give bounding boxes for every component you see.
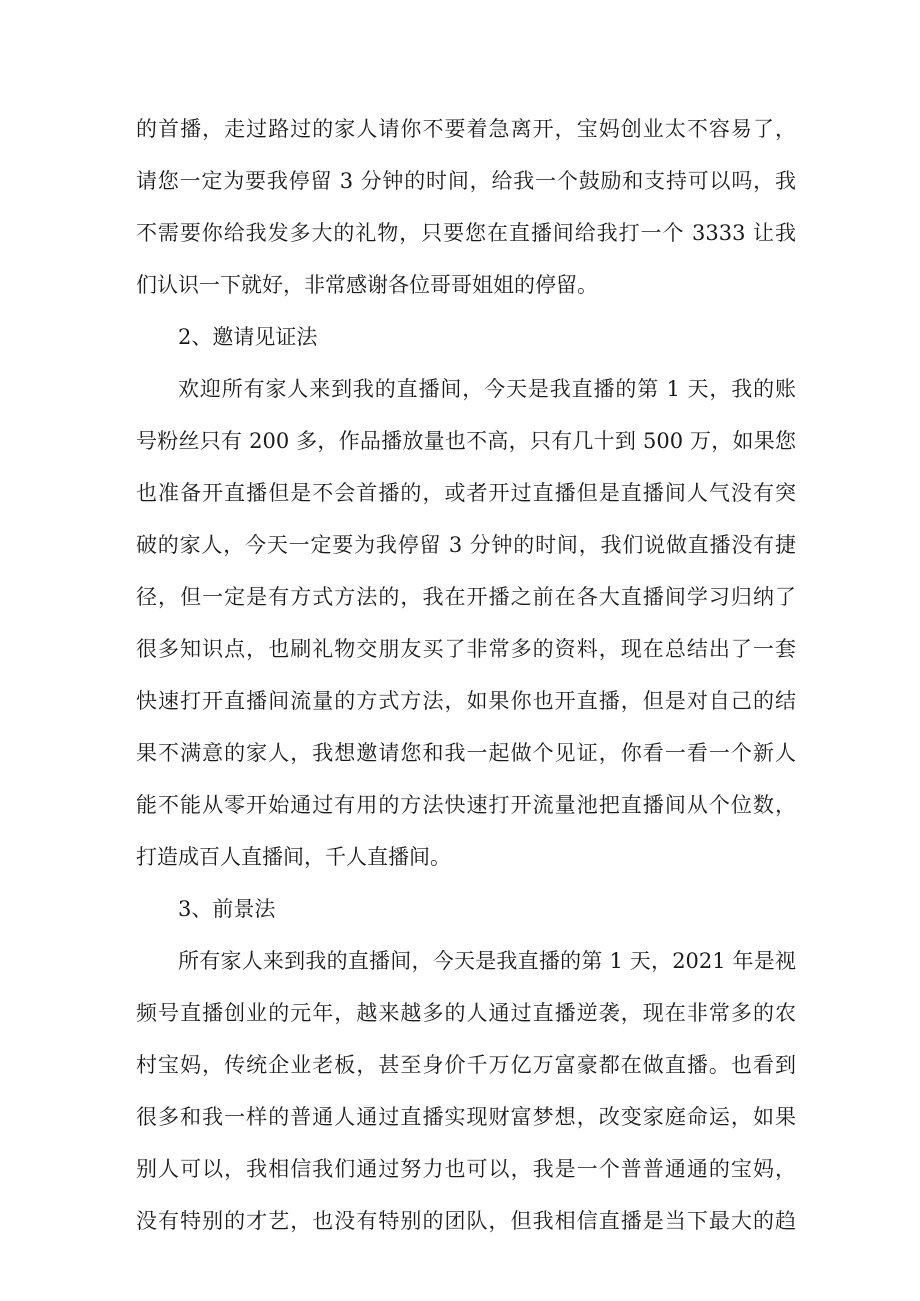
text-line: 很多和我一样的普通人通过直播实现财富梦想，改变家庭命运，如果 — [136, 1105, 796, 1129]
text-line: 所有家人来到我的直播间，今天是我直播的第 1 天，2021 年是视 — [178, 949, 796, 973]
text-line: 没有特别的才艺，也没有特别的团队，但我相信直播是当下最大的趋 — [136, 1209, 796, 1233]
text-line: 村宝妈，传统企业老板，甚至身价千万亿万富豪都在做直播。也看到 — [136, 1053, 796, 1077]
text-line: 频号直播创业的元年，越来越多的人通过直播逆袭，现在非常多的农 — [136, 1001, 796, 1025]
text-line: 欢迎所有家人来到我的直播间，今天是我直播的第 1 天，我的账 — [178, 377, 796, 401]
text-line: 请您一定为要我停留 3 分钟的时间，给我一个鼓励和支持可以吗，我 — [136, 169, 796, 193]
text-line: 能不能从零开始通过有用的方法快速打开流量池把直播间从个位数， — [136, 793, 796, 817]
text-line: 别人可以，我相信我们通过努力也可以，我是一个普普通通的宝妈， — [136, 1157, 796, 1181]
text-line: 很多知识点，也刷礼物交朋友买了非常多的资料，现在总结出了一套 — [136, 637, 796, 661]
text-line: 号粉丝只有 200 多，作品播放量也不高，只有几十到 500 万，如果您 — [136, 429, 796, 453]
text-line: 快速打开直播间流量的方式方法，如果你也开直播，但是对自己的结 — [136, 689, 796, 713]
text-line: 也准备开直播但是不会首播的，或者开过直播但是直播间人气没有突 — [136, 481, 796, 505]
text-line: 的首播，走过路过的家人请你不要着急离开，宝妈创业太不容易了， — [136, 117, 796, 141]
text-line: 果不满意的家人，我想邀请您和我一起做个见证，你看一看一个新人 — [136, 741, 796, 765]
text-line: 破的家人，今天一定要为我停留 3 分钟的时间，我们说做直播没有捷 — [136, 533, 796, 557]
text-line: 不需要你给我发多大的礼物，只要您在直播间给我打一个 3333 让我 — [136, 221, 796, 245]
section-heading: 2、邀请见证法 — [178, 325, 318, 349]
section-heading: 3、前景法 — [178, 897, 276, 921]
text-line: 打造成百人直播间，千人直播间。 — [136, 845, 451, 869]
text-line: 径，但一定是有方式方法的，我在开播之前在各大直播间学习归纳了 — [136, 585, 796, 609]
text-line: 们认识一下就好，非常感谢各位哥哥姐姐的停留。 — [136, 273, 598, 297]
